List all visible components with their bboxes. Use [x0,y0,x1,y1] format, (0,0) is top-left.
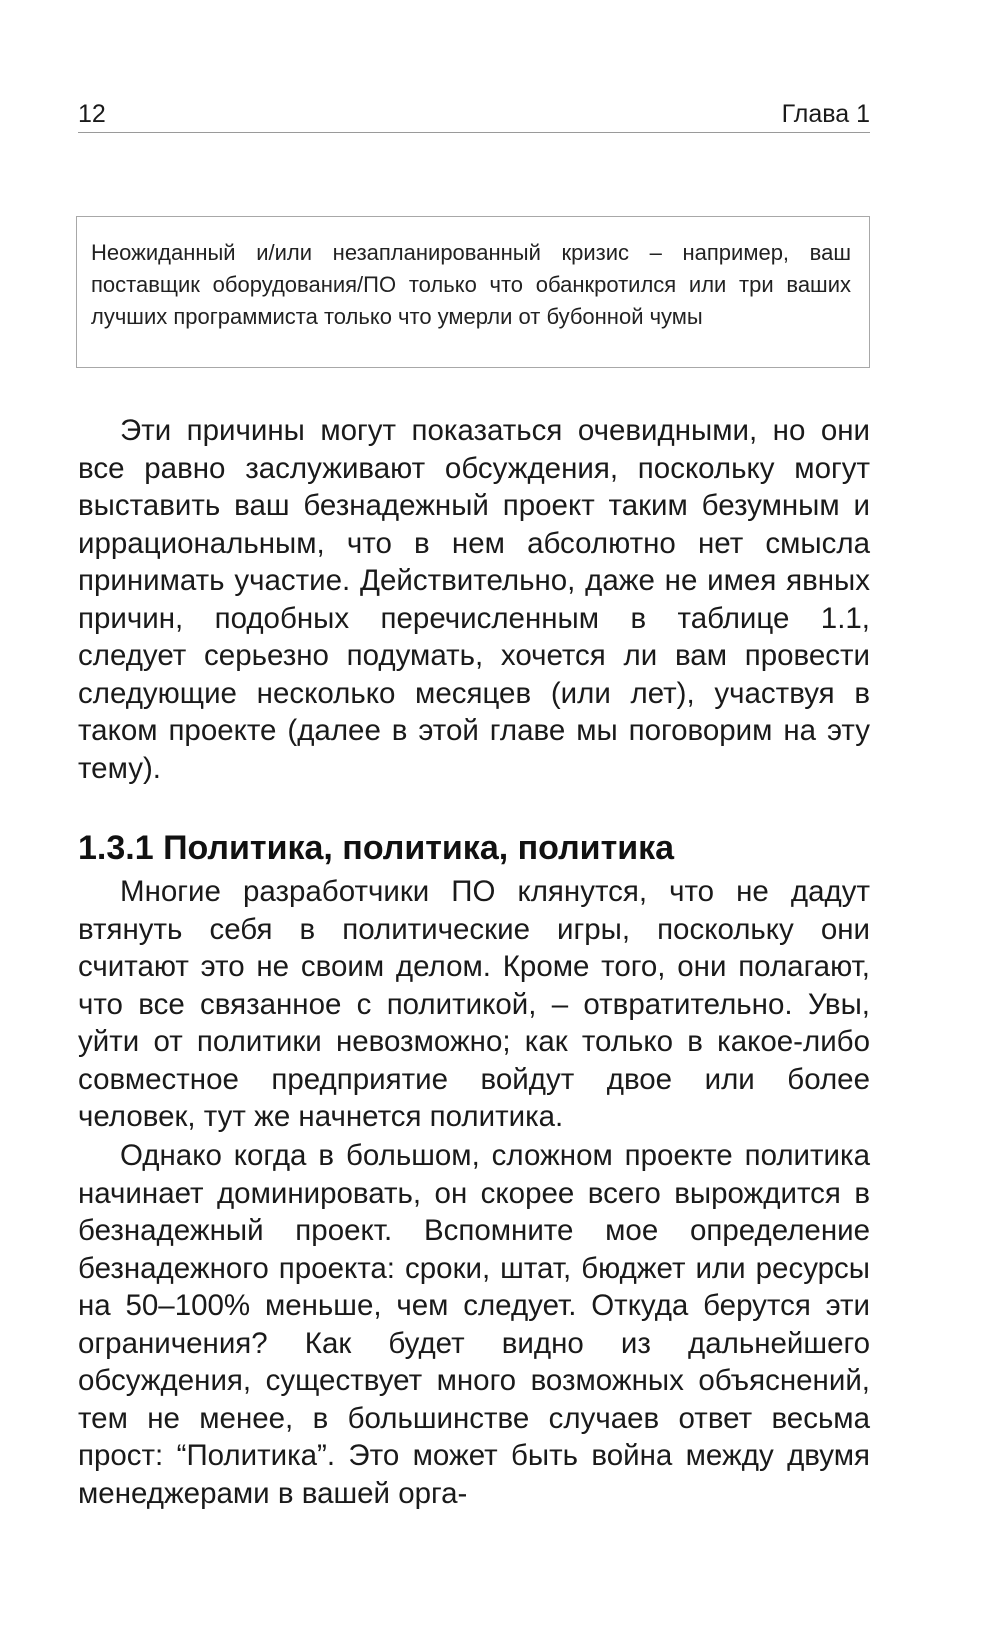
paragraph-reasons: Эти причины могут показаться очевидными, но они все равно заслуживают обсуждения, поскольку могут выставить ваш безнадежный проект таким безумным и иррациональным, что в нем абсолютно нет смысла принимать участие. Действительно, даже не имея явных причин, подобных перечисленным в таблице 1.1, следует серьезно подумать, хочется ли вам провести следующие несколько месяцев (или лет), участвуя в таком проекте (далее в этой главе мы поговорим на эту тему). [78,414,870,785]
running-header [78,96,870,133]
callout-box [76,216,870,368]
book-page [78,0,870,1625]
paragraph-politics-intro: Многие разработчики ПО клянутся, что не дадут втянуть себя в политические игры, поскольку они считают это не своим делом. Кроме того, они полагают, что все связанное с политикой, – отвратительно. Увы, уйти от политики невозможно; как только в какое-либо совместное предприятие войдут двое или более человек, тут же начнется политика. [78,875,870,1133]
paragraph-politics-dominance: Однако когда в большом, сложном проекте политика начинает доминировать, он скорее всего вырождится в безнадежный проект. Вспомните мое определение безнадежного проекта: сроки, штат, бюджет или ресурсы на 50–100% меньше, чем следует. Откуда берутся эти ограничения? Как будет видно из дальнейшего обсуждения, существует много возможных объяснений, тем не менее, в большинстве случаев ответ весьма прост: “Политика”. Это может быть война между двумя менеджерами в вашей орга- [78,1139,870,1510]
page-number: 12 [78,100,106,128]
section-heading: 1.3.1 Политика, политика, политика [78,829,675,867]
callout-text: Неожиданный и/или незапланированный кризис – например, ваш поставщик оборудования/ПО только что обанкротился или три ваших лучших программиста только что умерли от бубонной чумы [91,240,851,329]
chapter-label: Глава 1 [781,100,870,128]
